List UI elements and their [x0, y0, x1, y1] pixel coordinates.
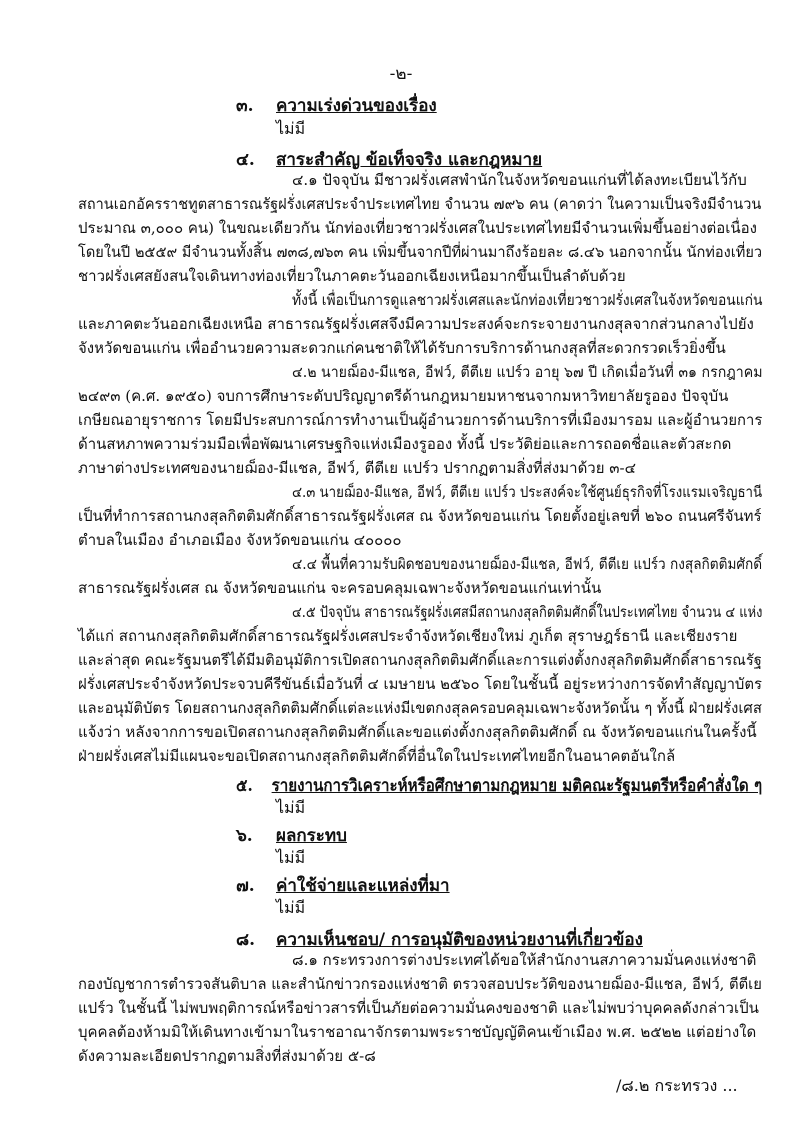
paragraph-line: ๔.๕ ปัจจุบัน สาธารณรัฐฝรั่งเศสมีสถานกงสุลกิตติมศักดิ์ในประเทศไทย จำนวน ๔ แห่ง — [292, 603, 763, 621]
section-7-answer: ไม่มี — [276, 898, 306, 917]
paragraph-line: เป็นที่ทำการสถานกงสุลกิตติมศักดิ์สาธารณรัฐฝรั่งเศส ณ จังหวัดขอนแก่น โดยตั้งอยู่เลขที่ ๒๖๐ ถนนศรีจันทร์ — [78, 507, 762, 525]
section-title: ความเห็นชอบ/ การอนุมัติของหน่วยงานที่เกี่ยวข้อง — [276, 930, 643, 950]
paragraph-line: ๔.๓ นายฌ็อง-มีแชล, อีฟว์, ตีตีเย แปร์ว ประสงค์จะใช้ศูนย์ธุรกิจที่โรงแรมเจริญธานี — [292, 483, 763, 501]
page-number: -๒- — [389, 64, 413, 84]
paragraph-line: ด้านสหภาพความร่วมมือเพื่อพัฒนาเศรษฐกิจแห่งเมืองรูออง ทั้งนี้ ประวัติย่อและการถอดชื่อและตัวสะกด — [78, 435, 732, 453]
paragraph-line: ๔.๔ พื้นที่ความรับผิดชอบของนายฌ็อง-มีแชล, อีฟว์, ตีตีเย แปร์ว กงสุลกิตติมศักดิ์ — [292, 555, 763, 573]
paragraph-line: ฝรั่งเศสประจำจังหวัดประจวบคีรีขันธ์เมื่อวันที่ ๔ เมษายน ๒๕๖๐ โดยในชั้นนี้ อยู่ระหว่างการจัดทำสัญญาบัตร — [78, 675, 762, 693]
paragraph-line: และล่าสุด คณะรัฐมนตรีได้มีมติอนุมัติการเปิดสถานกงสุลกิตติมศักดิ์และการแต่งตั้งกงสุลกิตติมศักดิ์สาธารณรัฐ — [78, 651, 762, 669]
section-title: รายงานการวิเคราะห์หรือศึกษาตามกฎหมาย มติคณะรัฐมนตรีหรือคำสั่งใด ๆ — [271, 776, 763, 796]
paragraph-line: ทั้งนี้ เพื่อเป็นการดูแลชาวฝรั่งเศสและนักท่องเที่ยวชาวฝรั่งเศสในจังหวัดขอนแก่น — [292, 291, 763, 309]
section-title: ค่าใช้จ่ายและแหล่งที่มา — [276, 876, 450, 896]
paragraph-line: แจ้งว่า หลังจากการขอเปิดสถานกงสุลกิตติมศักดิ์และขอแต่งตั้งกงสุลกิตติมศักดิ์ ณ จังหวัดขอนแก่นในครั้งนี้ — [78, 723, 757, 741]
paragraph-line: ดังความละเอียดปรากฏตามสิ่งที่ส่งมาด้วย ๕-๘ — [78, 1047, 376, 1065]
paragraph-line: ๒๔๙๓ (ค.ศ. ๑๙๕๐) จบการศึกษาระดับปริญญาตรีด้านกฎหมายมหาชนจากมหาวิทยาลัยรูออง ปัจจุบัน — [78, 387, 729, 405]
section-number: ๕. — [236, 776, 253, 796]
paragraph-line: และภาคตะวันออกเฉียงเหนือ สาธารณรัฐฝรั่งเศสจึงมีความประสงค์จะกระจายงานกงสุลจากส่วนกลางไปยัง — [78, 315, 754, 333]
section-5-heading — [236, 772, 762, 799]
paragraph-line: บุคคลต้องห้ามมิให้เดินทางเข้ามาในราชอาณาจักรตามพระราชบัญญัติคนเข้าเมือง พ.ศ. ๒๕๒๒ แต่อย่างใด — [78, 1023, 757, 1041]
paragraph-line: สถานเอกอัครราชทูตสาธารณรัฐฝรั่งเศสประจำประเทศไทย จำนวน ๗๙๖ คน (คาดว่า ในความเป็นจริงมีจำนวน — [78, 195, 762, 213]
section-6-heading — [236, 822, 347, 849]
paragraph-line: แปร์ว ในชั้นนี้ ไม่พบพฤติการณ์หรือข่าวสารที่เป็นภัยต่อความมั่นคงของชาติ และไม่พบว่าบุคคลดังกล่าวเป็น — [78, 999, 759, 1017]
section-3-answer: ไม่มี — [276, 119, 306, 138]
paragraph-line: ประมาณ ๓,๐๐๐ คน) ในขณะเดียวกัน นักท่องเที่ยวชาวฝรั่งเศสในประเทศไทยมีจำนวนเพิ่มขึ้นอย่างต่อเนื่อง — [78, 219, 757, 237]
paragraph-line: ตำบลในเมือง อำเภอเมือง จังหวัดขอนแก่น ๔๐๐๐๐ — [78, 531, 402, 549]
section-title: สาระสำคัญ ข้อเท็จจริง และกฎหมาย — [276, 150, 543, 170]
section-5-answer: ไม่มี — [276, 798, 306, 817]
paragraph-line: ๔.๒ นายฌ็อง-มีแชล, อีฟว์, ตีตีเย แปร์ว อายุ ๖๗ ปี เกิดเมื่อวันที่ ๓๑ กรกฎาคม — [292, 363, 763, 381]
section-number: ๗. — [236, 876, 255, 896]
paragraph-line: ชาวฝรั่งเศสยังสนใจเดินทางท่องเที่ยวในภาคตะวันออกเฉียงเหนือมากขึ้นเป็นลำดับด้วย — [78, 267, 626, 285]
paragraph-line: ภาษาต่างประเทศของนายฌ็อง-มีแชล, อีฟว์, ตีตีเย แปร์ว ปรากฏตามสิ่งที่ส่งมาด้วย ๓-๔ — [78, 459, 636, 477]
section-title: ผลกระทบ — [276, 826, 347, 846]
section-6-answer: ไม่มี — [276, 848, 306, 867]
paragraph-line: สาธารณรัฐฝรั่งเศส ณ จังหวัดขอนแก่น จะครอบคลุมเฉพาะจังหวัดขอนแก่นเท่านั้น — [78, 579, 602, 597]
section-3-heading — [236, 92, 437, 119]
paragraph-line: และอนุมัติบัตร โดยสถานกงสุลกิตติมศักดิ์แต่ละแห่งมีเขตกงสุลครอบคลุมเฉพาะจังหวัดนั้น ๆ ทั้งนี้ ฝ่ายฝรั่งเศส — [78, 699, 762, 717]
paragraph-line: ฝ่ายฝรั่งเศสไม่มีแผนจะขอเปิดสถานกงสุลกิตติมศักดิ์ที่อื่นใดในประเทศไทยอีกในอนาคตอันใกล้ — [78, 747, 676, 765]
section-4-heading — [236, 146, 542, 173]
page-footer-continuation: /๘.๒ กระทรวง ... — [616, 1076, 738, 1095]
section-7-heading — [236, 872, 450, 899]
section-number: ๔. — [236, 150, 255, 170]
section-number: ๘. — [236, 930, 256, 950]
paragraph-line: เกษียณอายุราชการ โดยมีประสบการณ์การทำงานเป็นผู้อำนวยการด้านบริการที่เมืองมารอม และผู้อำนวยการ — [78, 411, 763, 429]
paragraph-line: ๔.๑ ปัจจุบัน มีชาวฝรั่งเศสพำนักในจังหวัดขอนแก่นที่ได้ลงทะเบียนไว้กับ — [292, 171, 747, 189]
section-number: ๖. — [236, 826, 253, 846]
section-title: ความเร่งด่วนของเรื่อง — [276, 96, 437, 116]
paragraph-line: โดยในปี ๒๕๕๙ มีจำนวนทั้งสิ้น ๗๓๘,๗๖๓ คน เพิ่มขึ้นจากปีที่ผ่านมาถึงร้อยละ ๘.๔๖ นอกจากนั้น นักท่องเที่ยว — [78, 243, 763, 261]
paragraph-line: ๘.๑ กระทรวงการต่างประเทศได้ขอให้สำนักงานสภาความมั่นคงแห่งชาติ — [292, 951, 757, 969]
paragraph-line: จังหวัดขอนแก่น เพื่ออำนวยความสะดวกแก่คนชาติให้ได้รับการบริการด้านกงสุลที่สะดวกรวดเร็วยิ่งขึ้น — [78, 339, 726, 357]
section-8-heading — [236, 926, 643, 953]
paragraph-line: ได้แก่ สถานกงสุลกิตติมศักดิ์สาธารณรัฐฝรั่งเศสประจำจังหวัดเชียงใหม่ ภูเก็ต สุราษฎร์ธานี และเชียงราย — [78, 627, 738, 645]
section-number: ๓. — [236, 96, 254, 116]
paragraph-line: กองบัญชาการตำรวจสันติบาล และสำนักข่าวกรองแห่งชาติ ตรวจสอบประวัติของนายฌ็อง-มีแชล, อีฟว์, ตีตีเย — [78, 975, 762, 993]
